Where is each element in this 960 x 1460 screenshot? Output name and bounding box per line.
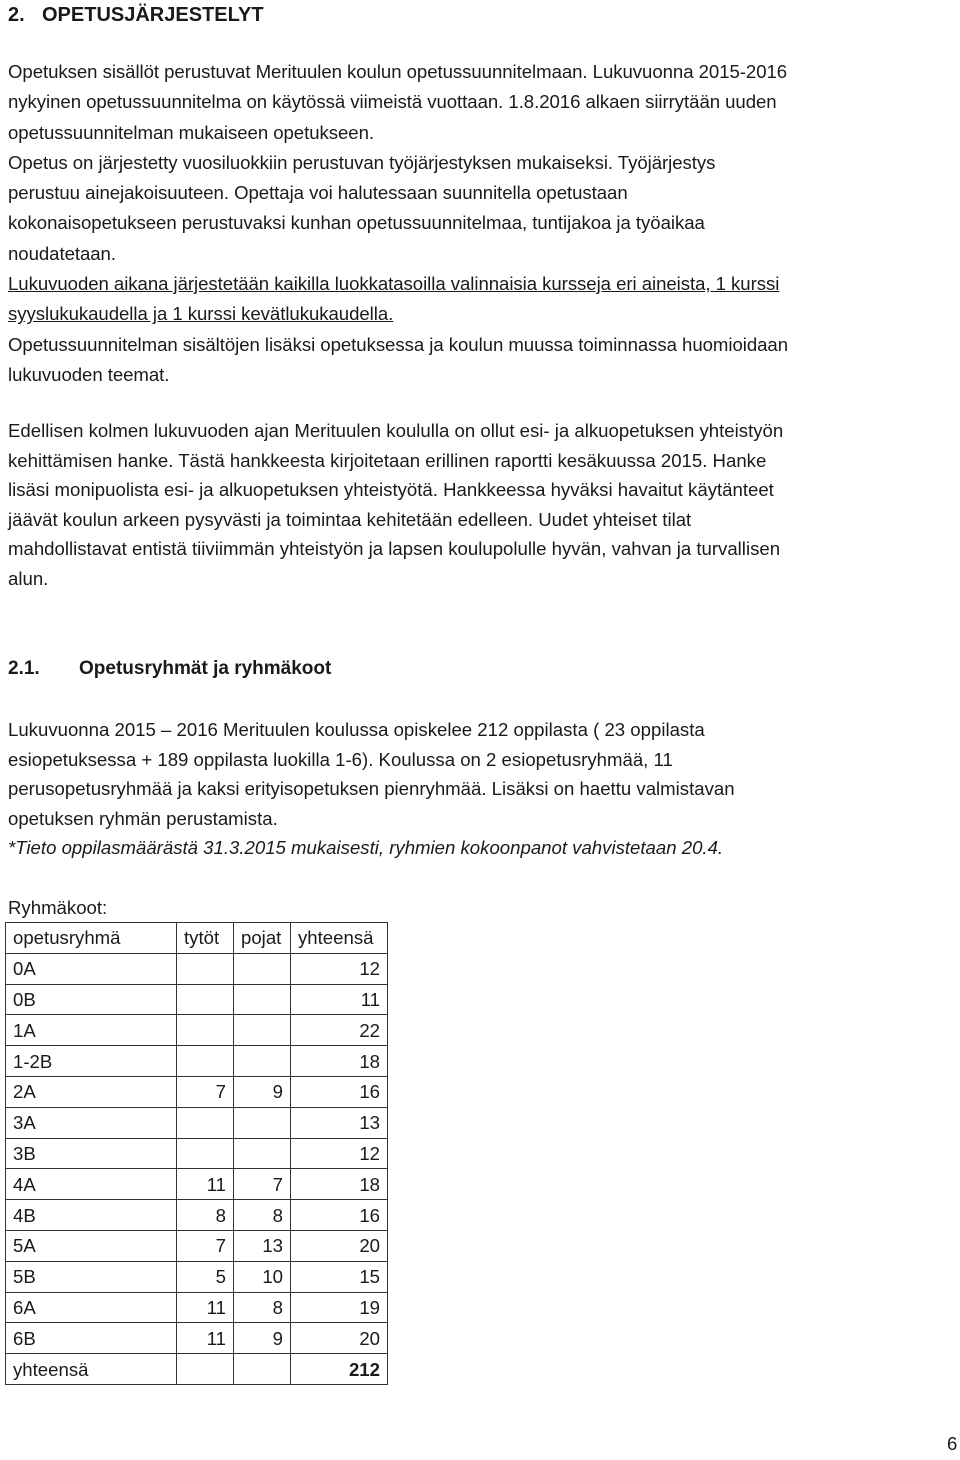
count-cell: 9 <box>234 1323 291 1354</box>
section-title: OPETUSJÄRJESTELYT <box>42 4 264 26</box>
count-cell <box>177 953 234 984</box>
paragraph-line: lukuvuoden teemat. <box>8 363 170 385</box>
table-row <box>6 1323 388 1354</box>
paragraph-line: opetussuunnitelman mukaiseen opetukseen. <box>8 121 374 143</box>
table-row <box>6 953 388 984</box>
group-name-cell: 3A <box>6 1107 177 1138</box>
count-cell <box>234 1015 291 1046</box>
count-cell: 20 <box>291 1230 388 1261</box>
subsection-heading <box>8 656 331 682</box>
paragraph-line: perustuu ainejakoisuuteen. Opettaja voi halutessaan suunnitella opetustaan <box>8 182 628 204</box>
group-name-cell: 4B <box>6 1200 177 1231</box>
count-cell <box>234 953 291 984</box>
paragraph-line: Lukuvuonna 2015 – 2016 Merituulen koulussa opiskelee 212 oppilasta ( 23 oppilasta <box>8 719 705 740</box>
paragraph-line: kokonaisopetukseen perustuvaksi kunhan opetussuunnitelmaa, tuntijakoa ja työaikaa <box>8 212 705 234</box>
count-cell: 7 <box>234 1169 291 1200</box>
count-cell: 9 <box>234 1076 291 1107</box>
count-cell: 7 <box>177 1076 234 1107</box>
group-name-cell: 0A <box>6 953 177 984</box>
group-name-cell: 1A <box>6 1015 177 1046</box>
group-name-cell: 2A <box>6 1076 177 1107</box>
count-cell <box>177 1107 234 1138</box>
count-cell <box>177 1015 234 1046</box>
paragraph-line: Opetussuunnitelman sisältöjen lisäksi opetuksessa ja koulun muussa toiminnassa huomioidaan <box>8 333 788 355</box>
group-size-table <box>5 922 388 1385</box>
subsection-number: 2.1. <box>8 658 40 679</box>
groups-paragraph <box>8 715 958 863</box>
section-heading <box>8 2 264 28</box>
paragraph-line: mahdollistavat entistä tiiviimmän yhteistyön ja lapsen koulupolulle hyvän, vahvan ja turvallisen <box>8 538 781 559</box>
count-cell: 212 <box>291 1354 388 1385</box>
count-cell <box>234 1138 291 1169</box>
count-cell <box>177 984 234 1015</box>
count-cell: 16 <box>291 1200 388 1231</box>
group-name-cell: 5B <box>6 1261 177 1292</box>
count-cell <box>177 1046 234 1077</box>
group-name-cell: 5A <box>6 1230 177 1261</box>
count-cell: 11 <box>177 1169 234 1200</box>
table-caption: Ryhmäkoot: <box>8 897 108 918</box>
count-cell: 8 <box>234 1200 291 1231</box>
count-cell: 16 <box>291 1076 388 1107</box>
paragraph-line: lisäsi monipuolista esi- ja alkuopetuksen yhteistyötä. Hankkeessa hyväksi havaitut käytänteet <box>8 479 774 500</box>
group-name-cell: 0B <box>6 984 177 1015</box>
count-cell <box>234 1107 291 1138</box>
underlined-line: Lukuvuoden aikana järjestetään kaikilla luokkatasoilla valinnaisia kursseja eri aineista, 1 kurssi <box>8 273 780 295</box>
count-cell: 12 <box>291 1138 388 1169</box>
table-row <box>6 1261 388 1292</box>
count-cell <box>177 1138 234 1169</box>
page-number: 6 <box>947 1433 958 1454</box>
count-cell: 12 <box>291 953 388 984</box>
count-cell: 11 <box>177 1323 234 1354</box>
table-row <box>6 1200 388 1231</box>
group-name-cell: 4A <box>6 1169 177 1200</box>
count-cell <box>234 984 291 1015</box>
table-row <box>6 1138 388 1169</box>
paragraph-line: esiopetuksessa + 189 oppilasta luokilla 1-6). Koulussa on 2 esiopetusryhmää, 11 <box>8 748 673 770</box>
count-cell <box>234 1046 291 1077</box>
table-row <box>6 1107 388 1138</box>
count-cell <box>177 1354 234 1385</box>
paragraph-line: noudatetaan. <box>8 242 116 264</box>
table-row <box>6 1292 388 1323</box>
count-cell: 11 <box>177 1292 234 1323</box>
header-cell: tytöt <box>177 923 234 954</box>
header-cell: opetusryhmä <box>6 923 177 954</box>
paragraph-line: Opetus on järjestetty vuosiluokkiin perustuvan työjärjestyksen mukaiseksi. Työjärjestys <box>8 151 716 173</box>
count-cell: 20 <box>291 1323 388 1354</box>
header-cell: pojat <box>234 923 291 954</box>
paragraph-line: opetuksen ryhmän perustamista. <box>8 807 278 829</box>
paragraph-line: alun. <box>8 567 49 589</box>
table-header-row <box>6 923 388 954</box>
count-cell: 7 <box>177 1230 234 1261</box>
count-cell: 18 <box>291 1169 388 1200</box>
table-row <box>6 1230 388 1261</box>
intro-paragraph <box>8 57 958 390</box>
group-name-cell: 1-2B <box>6 1046 177 1077</box>
count-cell: 11 <box>291 984 388 1015</box>
group-name-cell: 3B <box>6 1138 177 1169</box>
count-cell: 10 <box>234 1261 291 1292</box>
table-row <box>6 1046 388 1077</box>
paragraph-line: nykyinen opetussuunnitelma on käytössä viimeistä vuottaan. 1.8.2016 alkaen siirrytään uuden <box>8 91 777 113</box>
underlined-line: syyslukukaudella ja 1 kurssi kevätlukukaudella. <box>8 303 394 325</box>
count-cell: 15 <box>291 1261 388 1292</box>
table-row <box>6 1076 388 1107</box>
group-name-cell: yhteensä <box>6 1354 177 1385</box>
count-cell: 8 <box>234 1292 291 1323</box>
count-cell: 5 <box>177 1261 234 1292</box>
footnote-line: *Tieto oppilasmäärästä 31.3.2015 mukaisesti, ryhmien kokoonpanot vahvistetaan 20.4. <box>8 837 724 858</box>
count-cell: 13 <box>291 1107 388 1138</box>
table-row <box>6 1015 388 1046</box>
paragraph-line: perusopetusryhmää ja kaksi erityisopetuksen pienryhmää. Lisäksi on haettu valmistavan <box>8 778 735 799</box>
count-cell: 13 <box>234 1230 291 1261</box>
paragraph-line: Edellisen kolmen lukuvuoden ajan Merituulen koululla on ollut esi- ja alkuopetuksen yhteistyön <box>8 420 784 441</box>
project-paragraph <box>8 416 958 593</box>
table-total-row <box>6 1354 388 1385</box>
subsection-title: Opetusryhmät ja ryhmäkoot <box>79 658 332 679</box>
count-cell: 8 <box>177 1200 234 1231</box>
count-cell: 19 <box>291 1292 388 1323</box>
paragraph-line: jäävät koulun arkeen pysyvästi ja toimintaa kehitetään edelleen. Uudet yhteiset tilat <box>8 508 692 530</box>
count-cell: 18 <box>291 1046 388 1077</box>
section-number: 2. <box>8 4 25 26</box>
header-cell: yhteensä <box>291 923 388 954</box>
paragraph-line: kehittämisen hanke. Tästä hankkeesta kirjoitetaan erillinen raportti kesäkuussa 2015. Hanke <box>8 449 767 471</box>
count-cell <box>234 1354 291 1385</box>
group-name-cell: 6A <box>6 1292 177 1323</box>
group-name-cell: 6B <box>6 1323 177 1354</box>
count-cell: 22 <box>291 1015 388 1046</box>
paragraph-line: Opetuksen sisällöt perustuvat Merituulen koulun opetussuunnitelmaan. Lukuvuonna 2015-2016 <box>8 61 788 82</box>
table-row <box>6 1169 388 1200</box>
table-row <box>6 984 388 1015</box>
